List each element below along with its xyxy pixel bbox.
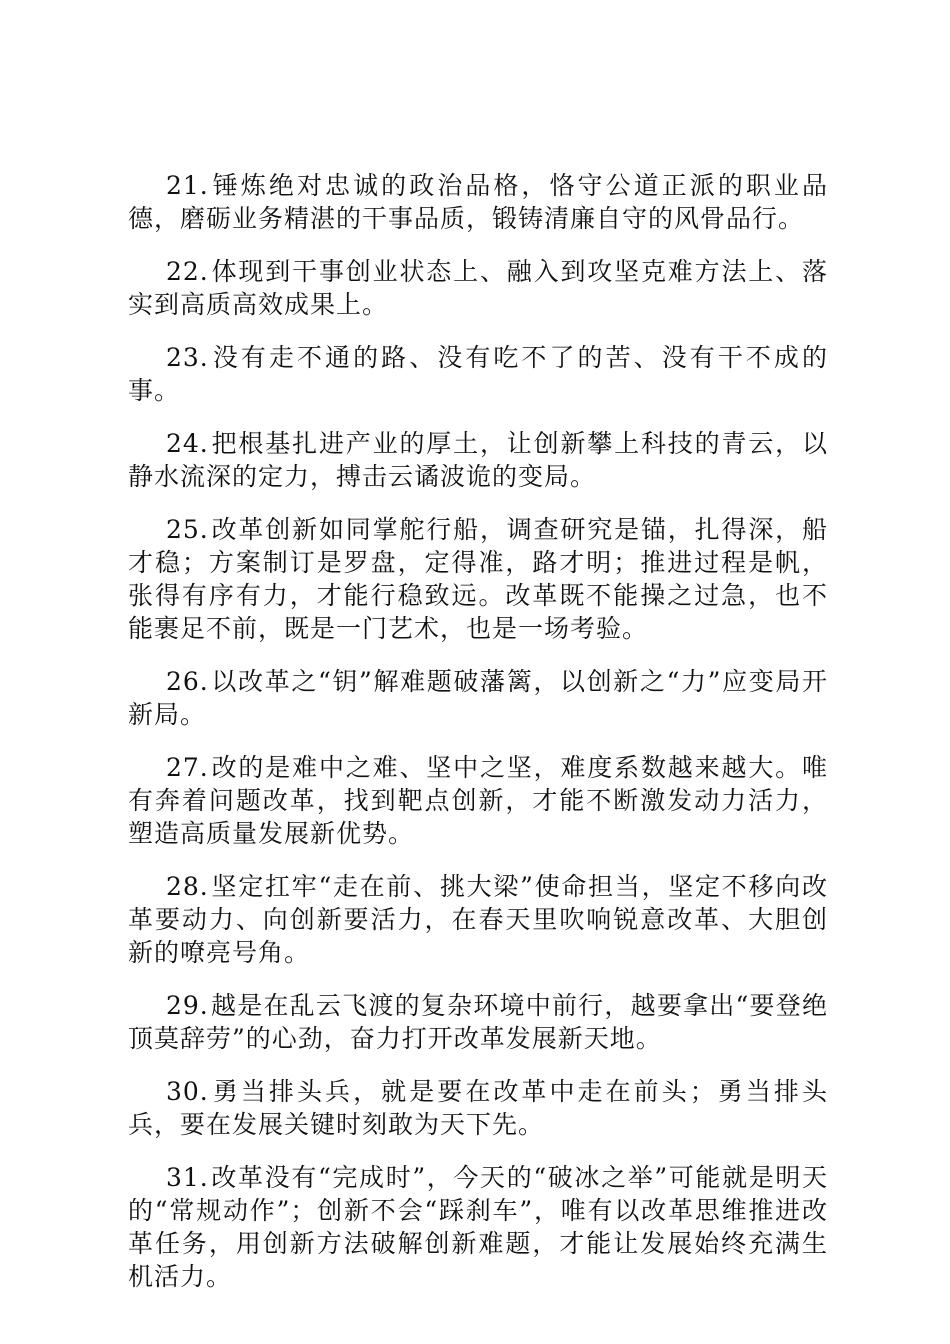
paragraph-number: 24. xyxy=(166,429,209,458)
paragraph-number: 21. xyxy=(166,171,209,200)
paragraph-24 xyxy=(128,427,828,493)
paragraph-text: 把根基扎进产业的厚土，让创新攀上科技的青云，以静水流深的定力，搏击云谲波诡的变局。 xyxy=(128,429,828,491)
paragraph-text: 以改革之“钥”解难题破藩篱，以创新之“力”应变局开新局。 xyxy=(128,667,828,729)
paragraph-29 xyxy=(128,989,828,1055)
paragraph-30 xyxy=(128,1075,828,1141)
paragraph-number: 22. xyxy=(166,257,209,286)
paragraph-number: 26. xyxy=(166,667,209,696)
paragraph-text: 越是在乱云飞渡的复杂环境中前行，越要拿出“要登绝顶莫辞劳”的心劲，奋力打开改革发展新天地。 xyxy=(128,991,828,1053)
paragraph-31 xyxy=(128,1161,828,1293)
paragraph-number: 30. xyxy=(166,1077,209,1106)
paragraph-22 xyxy=(128,255,828,321)
paragraph-21 xyxy=(128,169,828,235)
paragraph-text: 改的是难中之难、坚中之坚，难度系数越来越大。唯有奔着问题改革，找到靶点创新，才能不断激发动力活力，塑造高质量发展新优势。 xyxy=(128,753,828,848)
paragraph-26 xyxy=(128,665,828,731)
paragraph-text: 坚定扛牢“走在前、挑大梁”使命担当，坚定不移向改革要动力、向创新要活力，在春天里吹响锐意改革、大胆创新的嘹亮号角。 xyxy=(128,872,828,967)
paragraph-text: 勇当排头兵，就是要在改革中走在前头；勇当排头兵，要在发展关键时刻敢为天下先。 xyxy=(128,1077,828,1139)
paragraph-text: 体现到干事创业状态上、融入到攻坚克难方法上、落实到高质高效成果上。 xyxy=(128,257,828,319)
paragraph-number: 27. xyxy=(166,753,209,782)
paragraph-27 xyxy=(128,751,828,850)
paragraph-23 xyxy=(128,341,828,407)
paragraph-text: 锤炼绝对忠诚的政治品格，恪守公道正派的职业品德，磨砺业务精湛的干事品质，锻铸清廉自守的风骨品行。 xyxy=(128,171,828,233)
paragraph-text: 改革没有“完成时”，今天的“破冰之举”可能就是明天的“常规动作”；创新不会“踩刹车”，唯有以改革思维推进改革任务，用创新方法破解创新难题，才能让发展始终充满生机活力。 xyxy=(128,1163,828,1291)
paragraph-number: 25. xyxy=(166,515,209,544)
paragraph-text: 没有走不通的路、没有吃不了的苦、没有干不成的事。 xyxy=(128,343,828,405)
paragraph-number: 23. xyxy=(166,343,209,372)
paragraph-number: 31. xyxy=(166,1163,209,1192)
paragraph-28 xyxy=(128,870,828,969)
paragraph-number: 28. xyxy=(166,872,209,901)
document-body xyxy=(128,169,828,1313)
paragraph-number: 29. xyxy=(166,991,209,1020)
paragraph-25 xyxy=(128,513,828,645)
paragraph-text: 改革创新如同掌舵行船，调查研究是锚，扎得深，船才稳；方案制订是罗盘，定得准，路才明；推进过程是帆，张得有序有力，才能行稳致远。改革既不能操之过急，也不能裹足不前，既是一门艺术，也是一场考验。 xyxy=(128,515,828,643)
